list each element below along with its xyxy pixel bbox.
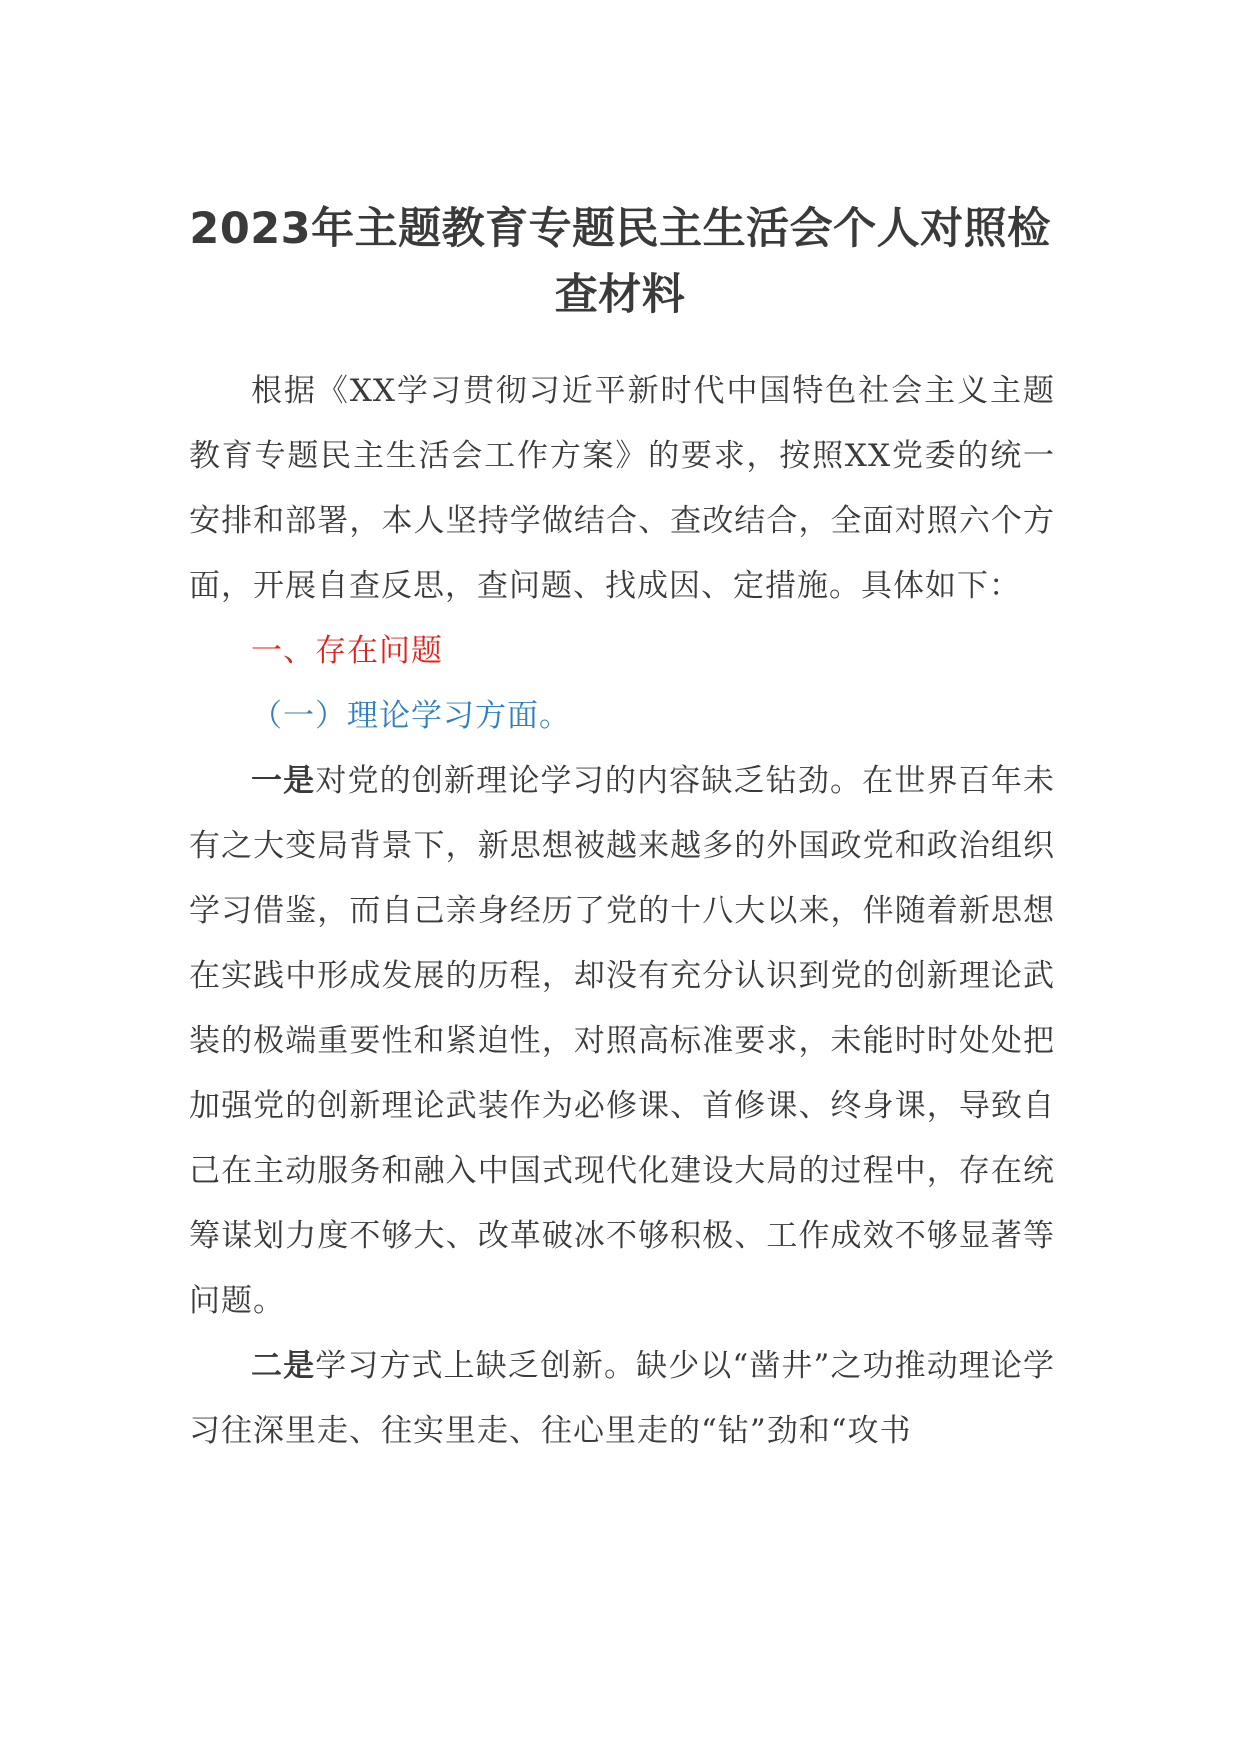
document-body <box>189 359 1055 1464</box>
subsection-heading-theory-study: （一）理论学习方面。 <box>251 698 571 734</box>
point-two-text: 学习方式上缺乏创新。缺少以“凿井”之功推动理论学习往深里走、往实里走、往心里走的“钻”劲和“攻书 <box>189 1348 1055 1449</box>
point-one-lead: 一是 <box>251 763 316 799</box>
document-title: 2023年主题教育专题民主生活会个人对照检查材料 <box>189 204 1051 320</box>
point-one-paragraph <box>189 749 1055 1334</box>
point-one-text: 对党的创新理论学习的内容缺乏钻劲。在世界百年未有之大变局背景下，新思想被越来越多的外国政党和政治组织学习借鉴，而自己亲身经历了党的十八大以来，伴随着新思想在实践中形成发展的历程，却没有充分认识到党的创新理论武装的极端重要性和紧迫性，对照高标准要求，未能时时处处把加强党的创新理论武装作为必修课、首修课、终身课，导致自己在主动服务和融入中国式现代化建设大局的过程中，存在统筹谋划力度不够大、改革破冰不够积极、工作成效不够显著等问题。 <box>189 763 1056 1319</box>
section-heading-problems: 一、存在问题 <box>251 633 443 669</box>
point-two-paragraph <box>189 1334 1055 1464</box>
intro-paragraph: 根据《XX学习贯彻习近平新时代中国特色社会主义主题教育专题民主生活会工作方案》的要求，按照XX党委的统一安排和部署，本人坚持学做结合、查改结合，全面对照六个方面，开展自查反思，查问题、找成因、定措施。具体如下： <box>189 373 1055 604</box>
point-two-lead: 二是 <box>251 1348 316 1384</box>
